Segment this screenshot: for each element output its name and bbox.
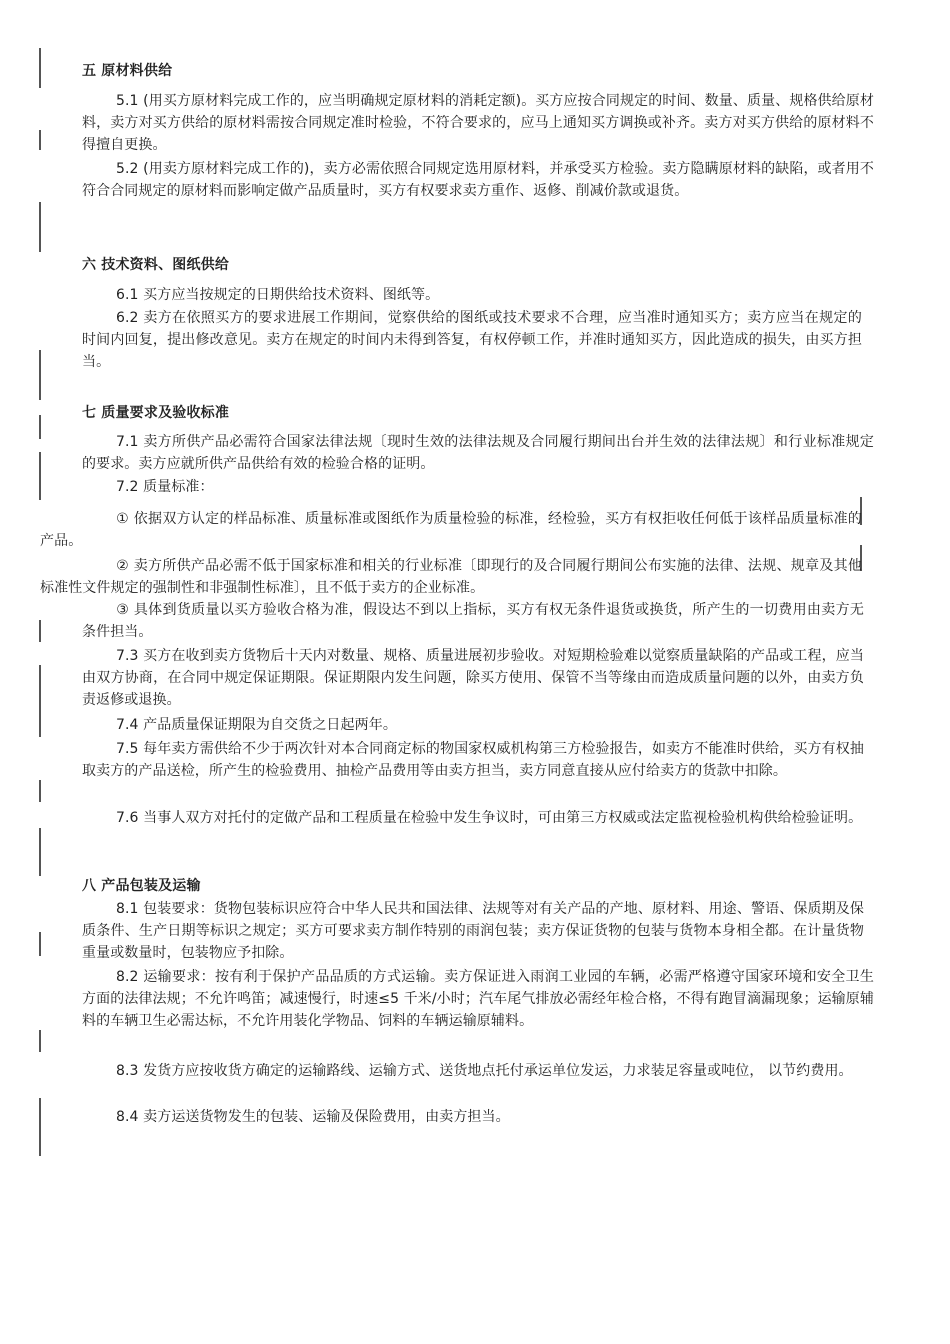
paragraph xyxy=(82,90,874,156)
paragraph-text: 8.2 运输要求：按有利于保护产品品质的方式运输。卖方保证进入雨润工业园的车辆，必需严格遵守国家环境和安全卫生方面的法律法规；不允许鸣笛；减速慢行，时速≤5 千米/小时；汽车尾气排放必需经年检合格，不得有跑冒滴漏现象；运输原辅料的车辆卫生必需达标，不允许用装化学物品、饲料的车辆运输原辅料。 xyxy=(82,969,874,1029)
paragraph xyxy=(82,645,864,711)
paragraph-text: 6.1 买方应当按规定的日期供给技术资料、图纸等。 xyxy=(116,287,440,303)
revision-bar xyxy=(39,828,41,876)
revision-bar xyxy=(39,130,41,150)
paragraph-text: 7.6 当事人双方对托付的定做产品和工程质量在检验中发生争议时，可由第三方权威或法定监视检验机构供给检验证明。 xyxy=(116,810,863,826)
paragraph-text: 7.1 卖方所供产品必需符合国家法律法规〔现时生效的法律法规及合同履行期间出台并生效的法律法规〕和行业标准规定的要求。卖方应就所供产品供给有效的检验合格的证明。 xyxy=(82,434,874,472)
revision-bar xyxy=(39,620,41,642)
revision-bar xyxy=(39,665,41,737)
revision-bar xyxy=(39,452,41,500)
revision-bar xyxy=(39,202,41,252)
revision-bar xyxy=(39,350,41,400)
paragraph xyxy=(82,476,874,498)
revision-bar xyxy=(39,1098,41,1156)
paragraph xyxy=(40,555,862,599)
paragraph-text: 7.4 产品质量保证期限为自交货之日起两年。 xyxy=(116,717,397,733)
paragraph-text: ① 依据双方认定的样品标准、质量标准或图纸作为质量检验的标准，经检验，买方有权拒收任何低于该样品质量标准的产品。 xyxy=(40,511,862,549)
paragraph xyxy=(82,807,864,829)
paragraph xyxy=(82,1106,874,1128)
section-title: 六 技术资料、图纸供给 xyxy=(82,257,230,273)
paragraph xyxy=(40,508,862,552)
paragraph-text: 5.1 (用买方原材料完成工作的，应当明确规定原材料的消耗定额)。买方应按合同规定的时间、数量、质量、规格供给原材料，卖方对买方供给的原材料需按合同规定准时检验，不符合要求的，应马上通知买方调换或补齐。卖方对买方供给的原材料不得擅自更换。 xyxy=(82,93,874,153)
paragraph xyxy=(82,966,874,1032)
revision-bar xyxy=(39,1030,41,1052)
section-title: 七 质量要求及验收标准 xyxy=(82,405,230,421)
paragraph xyxy=(82,714,874,736)
paragraph-text: 8.4 卖方运送货物发生的包装、运输及保险费用，由卖方担当。 xyxy=(116,1109,510,1125)
paragraph xyxy=(82,1060,874,1082)
paragraph xyxy=(82,307,862,373)
revision-bar xyxy=(39,415,41,439)
section-title: 八 产品包装及运输 xyxy=(82,878,201,894)
revision-bar xyxy=(39,932,41,956)
paragraph-text: 6.2 卖方在依照买方的要求进展工作期间，觉察供给的图纸或技术要求不合理，应当准时通知买方；卖方应当在规定的时间内回复，提出修改意见。卖方在规定的时间内未得到答复，有权停顿工作，并准时通知买方，因此造成的损失，由买方担当。 xyxy=(82,310,862,370)
paragraph xyxy=(82,738,864,782)
paragraph-text: 8.3 发货方应按收货方确定的运输路线、运输方式、送货地点托付承运单位发运，力求装足容量或吨位， 以节约费用。 xyxy=(116,1063,853,1079)
paragraph xyxy=(82,158,874,202)
paragraph-text: 8.1 包装要求：货物包装标识应符合中华人民共和国法律、法规等对有关产品的产地、原材料、用途、警语、保质期及保质条件、生产日期等标识之规定；买方可要求卖方制作特别的雨润包装；卖方保证货物的包装与货物本身相全都。在计量货物重量或数量时，包装物应予扣除。 xyxy=(82,901,864,961)
paragraph-text: 7.3 买方在收到卖方货物后十天内对数量、规格、质量进展初步验收。对短期检验难以觉察质量缺陷的产品或工程，应当由双方协商，在合同中规定保证期限。保证期限内发生问题，除买方使用、保管不当等缘由而造成质量问题的以外，由卖方负责返修或退换。 xyxy=(82,648,864,708)
paragraph-text: 7.2 质量标准： xyxy=(116,479,214,495)
paragraph-text: 5.2 (用卖方原材料完成工作的)，卖方必需依照合同规定选用原材料，并承受买方检验。卖方隐瞒原材料的缺陷，或者用不符合合同规定的原材料而影响定做产品质量时，买方有权要求卖方重作、返修、削减价款或退货。 xyxy=(82,161,874,199)
paragraph-text: 7.5 每年卖方需供给不少于两次针对本合同商定标的物国家权威机构第三方检验报告，如卖方不能准时供给，买方有权抽取卖方的产品送检，所产生的检验费用、抽检产品费用等由卖方担当，卖方同意直接从应付给卖方的货款中扣除。 xyxy=(82,741,864,779)
paragraph xyxy=(82,431,874,475)
revision-bar xyxy=(39,48,41,88)
section-title: 五 原材料供给 xyxy=(82,63,173,79)
paragraph xyxy=(82,284,874,306)
paragraph xyxy=(82,599,864,643)
paragraph xyxy=(82,898,864,964)
paragraph-text: ② 卖方所供产品必需不低于国家标准和相关的行业标准〔即现行的及合同履行期间公布实施的法律、法规、规章及其他标准性文件规定的强制性和非强制性标准〕，且不低于卖方的企业标准。 xyxy=(40,558,862,596)
revision-bar xyxy=(39,780,41,802)
paragraph-text: ③ 具体到货质量以买方验收合格为准，假设达不到以上指标，买方有权无条件退货或换货，所产生的一切费用由卖方无条件担当。 xyxy=(82,602,864,640)
